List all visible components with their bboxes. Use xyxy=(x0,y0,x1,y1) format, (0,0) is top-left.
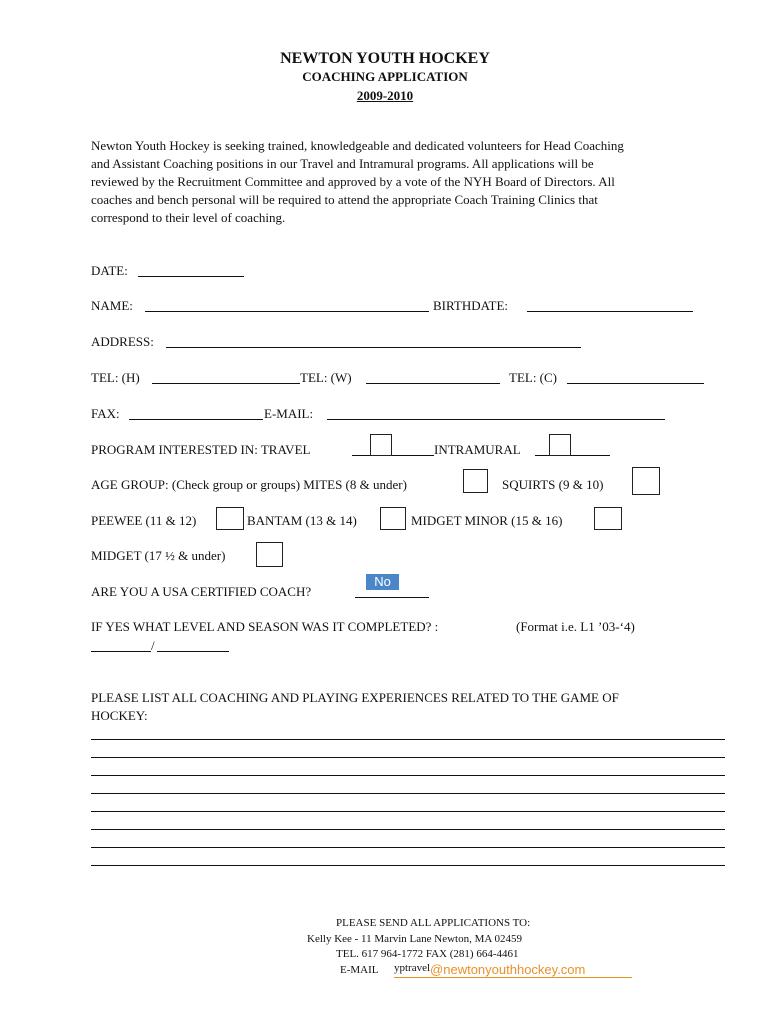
midget-checkbox[interactable] xyxy=(256,542,283,567)
footer-email-label: E-MAIL xyxy=(340,964,379,976)
mites-checkbox[interactable] xyxy=(463,469,488,493)
email-field[interactable] xyxy=(327,419,665,420)
midget-minor-label: MIDGET MINOR (15 & 16) xyxy=(411,513,563,528)
experience-line[interactable] xyxy=(91,793,725,794)
experience-label-line2: HOCKEY: xyxy=(91,708,148,723)
travel-checkbox[interactable] xyxy=(370,434,392,456)
experience-line[interactable] xyxy=(91,775,725,776)
certified-label: ARE YOU A USA CERTIFIED COACH? xyxy=(91,584,312,599)
footer-send-to: PLEASE SEND ALL APPLICATIONS TO: xyxy=(336,917,531,929)
squirts-label: SQUIRTS (9 & 10) xyxy=(502,477,604,492)
tel-work-field[interactable] xyxy=(366,383,500,384)
address-label: ADDRESS: xyxy=(91,334,154,349)
tel-home-label: TEL: (H) xyxy=(91,370,140,385)
date-label: DATE: xyxy=(91,263,128,278)
intro-line: correspond to their level of coaching. xyxy=(91,210,286,225)
intro-line: coaches and bench personal will be required to attend the appropriate Coach Training Clinics that xyxy=(91,192,598,207)
experience-line[interactable] xyxy=(91,757,725,758)
fax-label: FAX: xyxy=(91,406,120,421)
experience-line[interactable] xyxy=(91,739,725,740)
experience-line[interactable] xyxy=(91,829,725,830)
form-title: COACHING APPLICATION xyxy=(302,69,468,84)
certified-answer[interactable]: No xyxy=(366,574,399,590)
certified-underline xyxy=(355,597,429,598)
age-group-label: AGE GROUP: (Check group or groups) MITES (8 & under) xyxy=(91,477,407,492)
tel-cell-field[interactable] xyxy=(567,383,704,384)
intro-line: reviewed by the Recruitment Committee and approved by a vote of the NYH Board of Directors. All xyxy=(91,174,615,189)
intro-line: Newton Youth Hockey is seeking trained, knowledgeable and dedicated volunteers for Head Coaching xyxy=(91,138,624,153)
peewee-checkbox[interactable] xyxy=(216,507,244,530)
org-title: NEWTON YOUTH HOCKEY xyxy=(280,50,490,67)
fax-field[interactable] xyxy=(129,419,263,420)
season-title: 2009-2010 xyxy=(356,88,414,103)
level-format-hint: (Format i.e. L1 ’03-‘4) xyxy=(516,619,635,634)
midget-minor-checkbox[interactable] xyxy=(594,507,622,530)
program-label: PROGRAM INTERESTED IN: TRAVEL xyxy=(91,442,311,457)
experience-line[interactable] xyxy=(91,865,725,866)
birthdate-field[interactable] xyxy=(527,311,693,312)
season-field[interactable] xyxy=(157,651,229,652)
midget-label: MIDGET (17 ½ & under) xyxy=(91,548,226,563)
birthdate-label: BIRTHDATE: xyxy=(433,298,509,313)
footer-email-link[interactable] xyxy=(394,962,632,978)
peewee-label: PEEWEE (11 & 12) xyxy=(91,513,197,528)
intro-paragraph xyxy=(91,137,731,227)
date-field[interactable] xyxy=(138,276,244,277)
travel-underline xyxy=(352,455,434,456)
tel-cell-label: TEL: (C) xyxy=(509,370,558,385)
tel-home-field[interactable] xyxy=(152,383,300,384)
experience-line[interactable] xyxy=(91,811,725,812)
intramural-underline xyxy=(535,455,610,456)
squirts-checkbox[interactable] xyxy=(632,467,660,495)
footer-phone-fax: TEL. 617 964-1772 FAX (281) 664-4461 xyxy=(336,948,519,960)
footer-address: Kelly Kee - 11 Marvin Lane Newton, MA 02459 xyxy=(307,933,522,945)
intramural-label: INTRAMURAL xyxy=(434,442,521,457)
level-field[interactable] xyxy=(91,651,151,652)
name-field[interactable] xyxy=(145,311,429,312)
experience-line[interactable] xyxy=(91,847,725,848)
intramural-checkbox[interactable] xyxy=(549,434,571,456)
email-label: E-MAIL: xyxy=(264,406,314,421)
tel-work-label: TEL: (W) xyxy=(300,370,352,385)
intro-line: and Assistant Coaching positions in our Travel and Intramural programs. All applications will be xyxy=(91,156,594,171)
address-field[interactable] xyxy=(166,347,581,348)
bantam-checkbox[interactable] xyxy=(380,507,406,530)
level-separator: / xyxy=(151,638,155,653)
name-label: NAME: xyxy=(91,298,133,313)
experience-label-line1: PLEASE LIST ALL COACHING AND PLAYING EXPERIENCES RELATED TO THE GAME OF xyxy=(91,690,619,705)
bantam-label: BANTAM (13 & 14) xyxy=(247,513,357,528)
footer-email-domain: @newtonyouthhockey.com xyxy=(430,962,586,977)
level-label: IF YES WHAT LEVEL AND SEASON WAS IT COMPLETED? : xyxy=(91,619,439,634)
footer-email-user: yptravel xyxy=(394,962,431,974)
